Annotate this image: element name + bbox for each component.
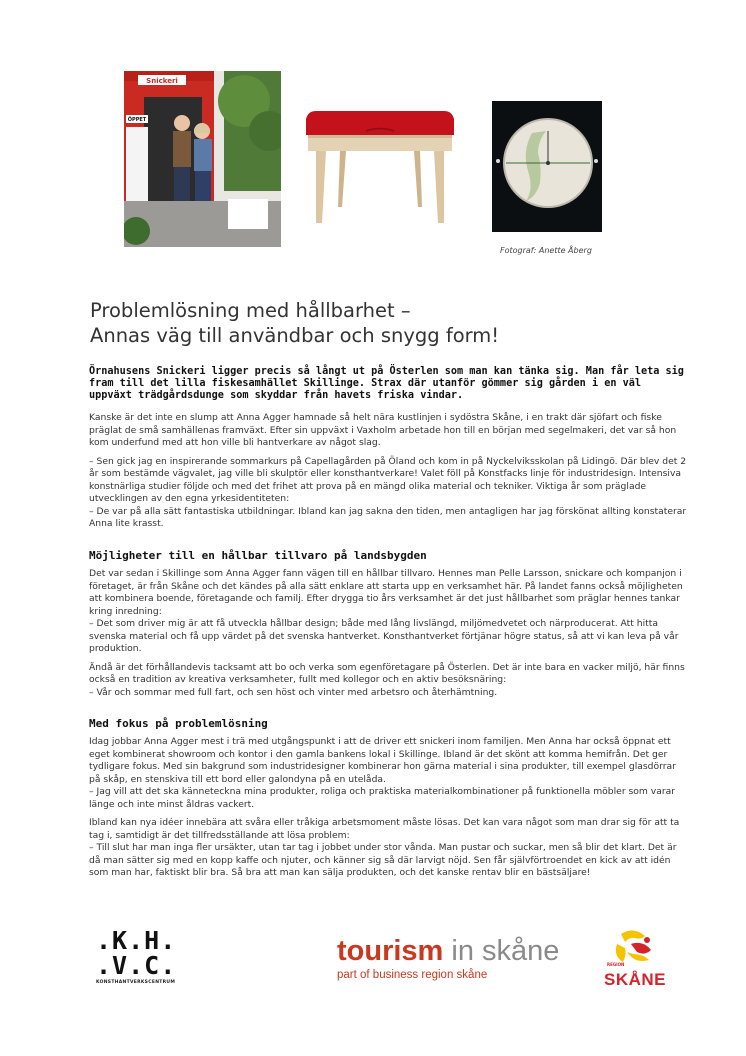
khvc-logo-line-2: .V.C.	[96, 951, 177, 980]
tourism-in-skane-logo	[337, 936, 577, 986]
landsbygd-paragraph-2: Ändå är det förhållandevis tacksamt att bo och verka som egenföretagare på Österlen. Det är inte bara en vacker miljö, här finns också en tradition av kreativa verksamheter, fullt med kollegor och en aktiv besöksnäring: – Vår och sommar med full fart, och sen höst och vinter med arbetsro och återhämtning.	[89, 661, 685, 698]
photo-red-stool	[300, 97, 460, 227]
title-line-1: Problemlösning med hållbarhet –	[90, 299, 411, 322]
tourism-logo-tagline: part of business region skåne	[337, 969, 488, 981]
khvc-logo-line-1: .K.H.	[96, 926, 177, 955]
skane-logo-region: REGION	[607, 962, 625, 967]
shop-sign-text: Snickeri	[146, 77, 178, 85]
tourism-logo-word-2: in skåne	[443, 935, 560, 967]
clock-illustration	[492, 101, 602, 232]
page-title	[90, 298, 499, 348]
open-sign-text: ÖPPET	[127, 117, 147, 123]
title-line-2: Annas väg till användbar och snygg form!	[90, 324, 500, 347]
section-heading-problemlosning: Med fokus på problemlösning	[89, 717, 268, 730]
landsbygd-paragraph-1: Det var sedan i Skillinge som Anna Agger fann vägen till en hållbar tillvaro. Hennes man Pelle Larsson, snickare och kompanjon i företaget, är från Skåne och det kändes på alla sätt enklare att starta upp en verksamhet här. På landet fanns också möjligheten att kombinera boende, företagande och familj. Efter drygga tio års verksamhet är det just hållbarhet som präglar hennes tankar kring inredning: – Det som driver mig är att få utveckla hållbar design; både med lång livslängd, miljömedvetet och närproducerat. Att hitta svenska material och få upp värdet på det svenska hantverket. Konsthantverket förtjänar högre status, så att vi kan leva på vår produktion.	[89, 568, 683, 654]
intro-paragraph-2: – Sen gick jag en inspirerande sommarkurs på Capellagården på Öland och kom in på Nyckelviksskolan på Lidingö. Där blev det 2 år som bestämde vägvalet, jag ville bli skulptör eller konsthantverkare! Valet föll på Konstfacks linje för industridesign. Intensiva konstnärliga studier följde och med det frihet att prova på en mängd olika material och tekniker. Viktiga år som präglade utvecklingen av den egna yrkesidentiteten: – De var på alla sätt fantastiska utbildningar. Ibland kan jag sakna den tiden, men antagligen har jag förskönat allting konstaterar Anna lite krasst.	[89, 455, 687, 529]
stool-illustration	[300, 97, 460, 227]
section-intro	[89, 412, 689, 537]
photo-credit: Fotograf: Anette Åberg	[500, 246, 592, 255]
khvc-logo	[96, 928, 196, 988]
lead-paragraph: Örnahusens Snickeri ligger precis så långt ut på Österlen som man kan tänka sig. Man får leta sig fram till det lilla fiskesamhället Skillinge. Strax där utanför gömmer sig gården i en väl uppväxt trädgårdsdunge som skyddar från havets friska vindar.	[89, 366, 684, 401]
problemlosning-paragraph-2: Ibland kan nya idéer innebära att svåra eller tråkiga arbetsmoment måste lösas. Det kan vara något som man drar sig för att ta tag i, samtidigt är det tillfredsställande att lösa problem: – Till slut har man inga fler ursäkter, utan tar tag i jobbet under stor vånda. Man pustar och suckar, men så blir det klart. Det är då man sätter sig med en kopp kaffe och njuter, och känner sig så där larvigt nöjd. Sen får självförtroendet en kick av att idén som man har, faktiskt blir bra. Så bra att man kan sälja produkten, och det kanske rentav blir en bästsäljare!	[89, 817, 680, 878]
skane-logo-wordmark: SKÅNE	[603, 970, 666, 989]
shop-entrance-illustration	[124, 71, 281, 247]
section-problemlosning	[89, 736, 689, 886]
khvc-logo-subtitle: KONSTHANTVERKSCENTRUM	[96, 980, 176, 985]
intro-paragraph-1: Kanske är det inte en slump att Anna Agger hamnade så helt nära kustlinjen i sydöstra Skåne, i en trakt där sjöfart och fiske präglat de små samhällenas framväxt. Efter sin uppväxt i Vaxholm arbetade hon till en början med segelmakeri, det var så hon kom underfund med att hon ville bli hantverkare av något slag.	[89, 412, 677, 448]
photo-shop-entrance	[124, 71, 281, 247]
section-heading-landsbygd: Möjligheter till en hållbar tillvaro på landsbygden	[89, 549, 427, 562]
tourism-logo-wordmark	[337, 936, 577, 967]
problemlosning-paragraph-1: Idag jobbar Anna Agger mest i trä med utgångspunkt i att de driver ett snickeri inom familjen. Men Anna har också öppnat ett eget kombinerat showroom och kontor i den gamla bankens lokal i Skillinge. Ibland är det skönt att komma hemifrån. Det ger tydligare fokus. Med sin bakgrund som industridesigner kombinerar hon gärna material i sina produkter, till exempel glasdörrar på skåp, en stenskiva till ett bord eller galondyna på en utelåda. – Jag vill att det ska känneteckna mina produkter, roliga och praktiska materialkombinationer på funktionella möbler som varar länge och inte minst åldras vackert.	[89, 736, 676, 810]
photo-wall-clock	[492, 101, 602, 232]
tourism-logo-word-1: tourism	[337, 935, 444, 967]
region-skane-logo	[603, 928, 673, 990]
section-landsbygd	[89, 568, 689, 705]
